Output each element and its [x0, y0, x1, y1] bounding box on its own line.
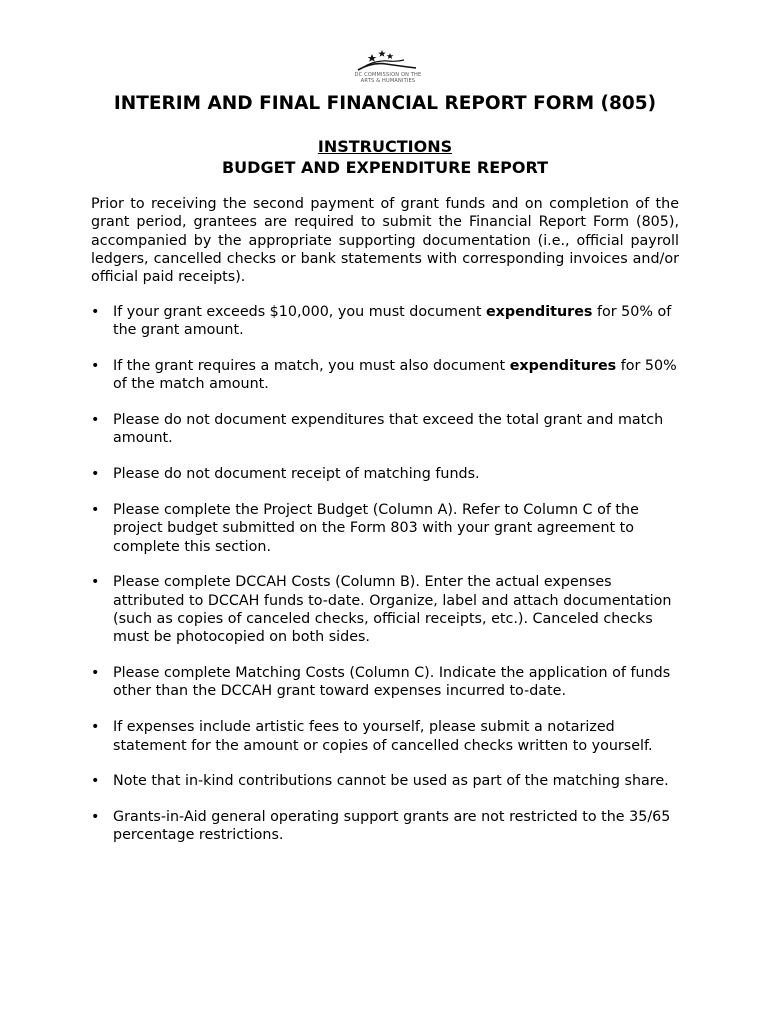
- page-title: INTERIM AND FINAL FINANCIAL REPORT FORM (805): [113, 93, 657, 114]
- instruction-text: Please do not document receipt of matching funds.: [113, 466, 480, 483]
- dccah-logo: [352, 48, 424, 86]
- bullet-icon: •: [91, 574, 100, 591]
- instruction-item: [91, 411, 681, 448]
- bullet-icon: •: [91, 304, 100, 320]
- instruction-item: [91, 808, 681, 845]
- intro-paragraph: Prior to receiving the second payment of grant funds and on completion of the grant period, grantees are required to submit the Financial Report Form (805), accompanied by the appropriate supporting documentation (i.e., official payroll ledgers, cancelled checks or bank statements with corresponding invoices and/or official paid receipts).: [91, 196, 679, 286]
- instruction-text: If the grant requires a match, you must also document: [113, 358, 510, 375]
- bullet-icon: •: [91, 773, 100, 790]
- logo-mark-icon: [352, 48, 424, 72]
- bullet-icon: •: [91, 665, 100, 682]
- logo-caption: DC COMMISSION ON THE ARTS & HUMANITIES: [354, 72, 422, 84]
- instruction-item: [91, 465, 681, 483]
- instruction-text: If your grant exceeds $10,000, you must document: [113, 304, 486, 320]
- instruction-item: [91, 573, 681, 646]
- instruction-text: Grants-in-Aid general operating support grants are not restricted to the 35/65 percentage restrictions.: [113, 809, 671, 844]
- instruction-item: [91, 357, 681, 394]
- instructions-heading: INSTRUCTIONS: [317, 137, 453, 156]
- instruction-item: [91, 303, 681, 340]
- instruction-text: Note that in-kind contributions cannot be used as part of the matching share.: [113, 773, 669, 790]
- instruction-emphasis: expenditures: [509, 358, 617, 375]
- instruction-list: [91, 303, 681, 862]
- instruction-text: Please complete DCCAH Costs (Column B). Enter the actual expenses attributed to DCCAH funds to-date. Organize, label and attach documentation (such as copies of canceled checks, official receipts, etc.). Canceled checks must be photocopied on both sides.: [113, 574, 672, 646]
- instruction-text: If expenses include artistic fees to yourself, please submit a notarized statement for the amount or copies of cancelled checks written to yourself.: [113, 719, 653, 754]
- instruction-item: [91, 718, 681, 755]
- instruction-text: Please complete the Project Budget (Column A). Refer to Column C of the project budget submitted on the Form 803 with your grant agreement to complete this section.: [113, 502, 639, 555]
- bullet-icon: •: [91, 809, 100, 826]
- instruction-text: Please do not document expenditures that exceed the total grant and match amount.: [113, 412, 664, 447]
- bullet-icon: •: [91, 502, 100, 519]
- instruction-text: Please complete Matching Costs (Column C). Indicate the application of funds other than the DCCAH grant toward expenses incurred to-date.: [113, 665, 671, 700]
- instruction-emphasis: expenditures: [485, 304, 593, 320]
- instruction-text-tail: for 50% of the grant amount.: [113, 304, 672, 339]
- instruction-item: [91, 772, 681, 790]
- bullet-icon: •: [91, 358, 100, 375]
- report-subtitle: BUDGET AND EXPENDITURE REPORT: [221, 158, 548, 177]
- instruction-text-tail: for 50% of the match amount.: [113, 358, 677, 393]
- bullet-icon: •: [91, 466, 100, 483]
- instruction-item: [91, 501, 681, 556]
- instruction-item: [91, 664, 681, 701]
- bullet-icon: •: [91, 719, 100, 736]
- bullet-icon: •: [91, 412, 100, 429]
